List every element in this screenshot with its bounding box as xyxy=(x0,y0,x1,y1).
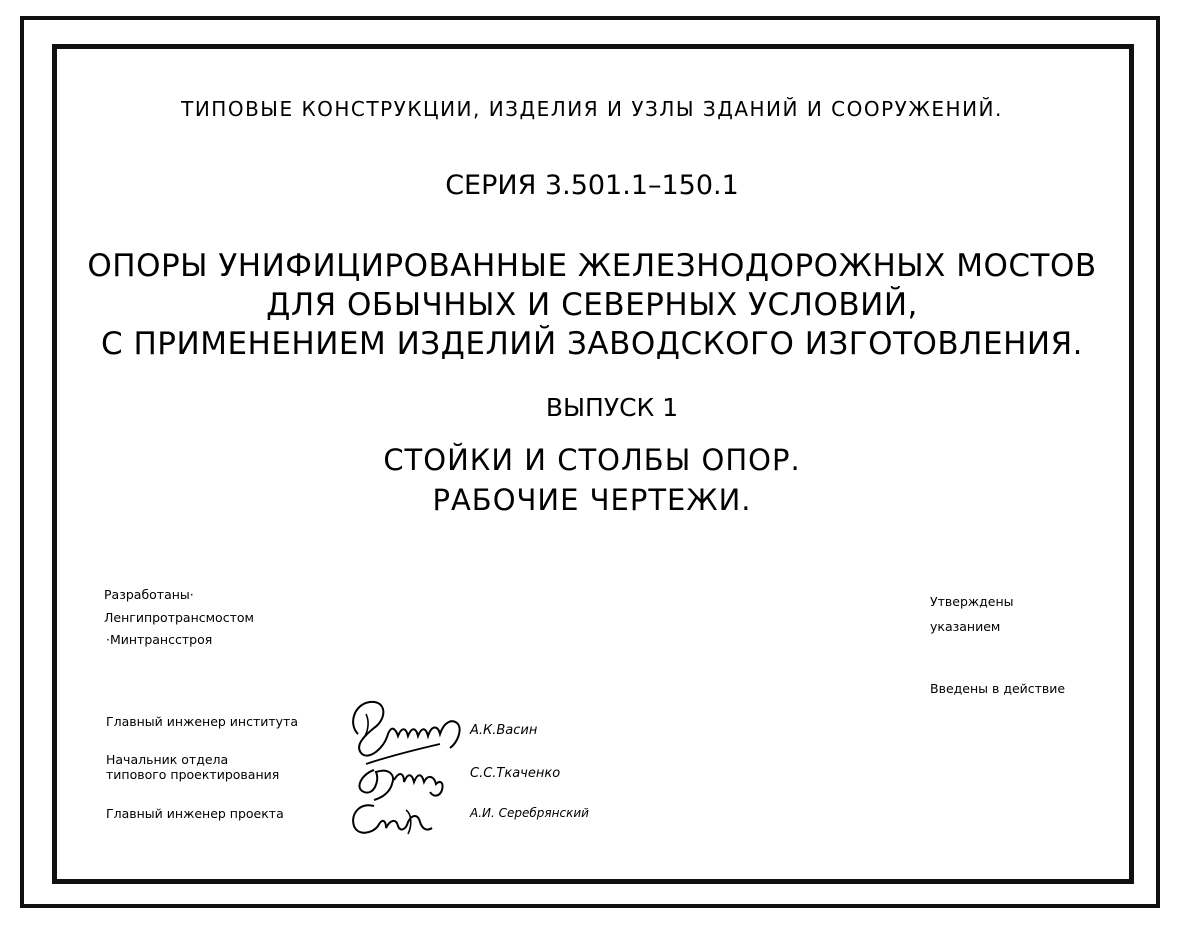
signature-serebryansky xyxy=(346,796,436,840)
issue-number: ВЫПУСК 1 xyxy=(545,393,679,422)
developed-by-label: Разработаны· xyxy=(104,587,194,602)
approved-label: Утверждены xyxy=(930,594,1014,609)
role-chief-project-engineer: Главный инженер проекта xyxy=(106,806,284,821)
subtitle-line-2: РАБОЧИЕ ЧЕРТЕЖИ. xyxy=(432,483,752,517)
developer-ministry: ·Минтрансстроя xyxy=(106,632,213,647)
subtitle-line-1: СТОЙКИ И СТОЛБЫ ОПОР. xyxy=(383,443,801,477)
role-department-head-line-1: Начальник отдела xyxy=(106,752,229,767)
title-line-3: С ПРИМЕНЕНИЕМ ИЗДЕЛИЙ ЗАВОДСКОГО ИЗГОТОВЛЕНИЯ. xyxy=(101,326,1083,362)
role-department-head-line-2: типового проектирования xyxy=(106,767,280,782)
title-line-2: ДЛЯ ОБЫЧНЫХ И СЕВЕРНЫХ УСЛОВИЙ, xyxy=(266,287,918,323)
name-serebryansky: А.И. Серебрянский xyxy=(470,806,589,820)
developer-organization: Ленгипротрансмостом xyxy=(104,610,254,625)
document-heading: ТИПОВЫЕ КОНСТРУКЦИИ, ИЗДЕЛИЯ И УЗЛЫ ЗДАНИЙ И СООРУЖЕНИЙ. xyxy=(181,97,1003,121)
series-number: СЕРИЯ 3.501.1–150.1 xyxy=(445,170,739,201)
role-chief-engineer-institute: Главный инженер института xyxy=(106,714,298,729)
effective-label: Введены в действие xyxy=(930,681,1066,696)
name-tkachenko: С.С.Ткаченко xyxy=(470,766,561,781)
approved-by: указанием xyxy=(930,619,1001,634)
name-vasin: А.К.Васин xyxy=(470,723,538,738)
title-line-1: ОПОРЫ УНИФИЦИРОВАННЫЕ ЖЕЛЕЗНОДОРОЖНЫХ МОСТОВ xyxy=(87,248,1097,284)
